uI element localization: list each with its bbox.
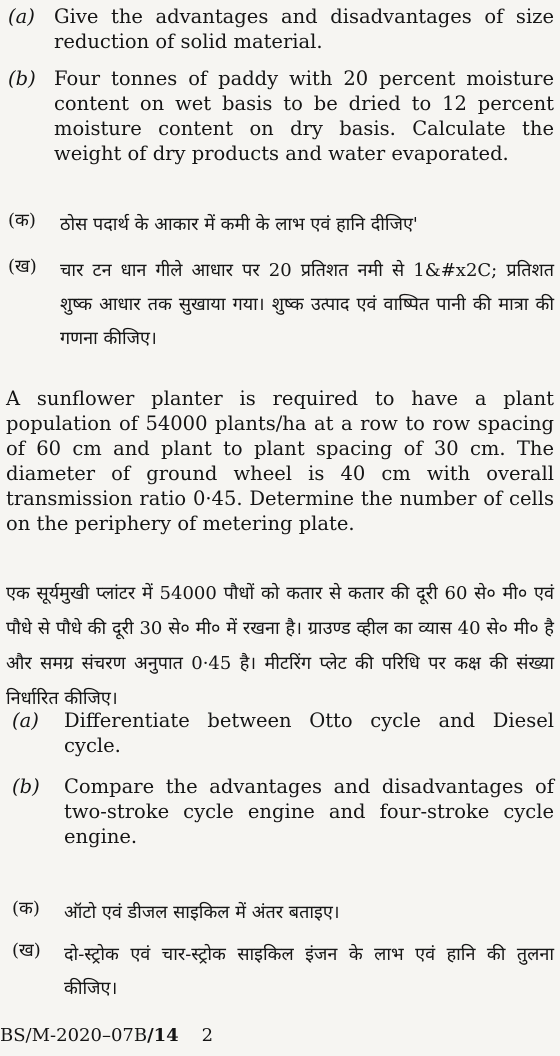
q3-ka-text: ऑटो एवं डीजल साइकिल में अंतर बताइए।: [64, 902, 340, 923]
q3-part-b: [12, 774, 554, 849]
q1-part-a: [8, 4, 554, 54]
footer-separator: /: [147, 1025, 154, 1046]
q2-english-text: A sunflower planter is required to have a plant population of 54000 plants/ha at a row to row spacing of 60 cm and plant to plant spacing of 30 cm. The diameter of ground wheel is 40 cm with overall transmission ratio 0·45. Determine the number of cells on the periphery of metering plate.: [6, 387, 554, 535]
q3-kha-label: (ख): [12, 940, 41, 961]
q1-part-ka: [8, 208, 554, 242]
q3-kha-text: दो-स्ट्रोक एवं चार-स्ट्रोक साइकिल इंजन के लाभ एवं हानि की तुलना कीजिए।: [64, 944, 554, 999]
q3-part-kha: [12, 938, 554, 1006]
q3-b-text: Compare the advantages and disadvantages of two-stroke cycle engine and four-stroke cycle engine.: [64, 775, 554, 848]
q3-part-a: [12, 708, 554, 758]
q1-a-text: Give the advantages and disadvantages of size reduction of solid material.: [54, 5, 554, 53]
q3-ka-label: (क): [12, 898, 40, 919]
page-footer: [0, 1024, 213, 1048]
q3-a-label: (a): [12, 709, 39, 732]
q1-ka-text: ठोस पदार्थ के आकार में कमी के लाभ एवं हानि दीजिए': [60, 214, 418, 235]
q1-ka-label: (क): [8, 210, 36, 231]
q3-a-text: Differentiate between Otto cycle and Diesel cycle.: [64, 709, 554, 757]
q1-kha-label: (ख): [8, 256, 37, 277]
paper-code: BS/M-2020–07B: [0, 1025, 148, 1046]
paper-page-ref: 14: [153, 1025, 179, 1046]
page-number: 2: [201, 1025, 214, 1046]
q3-b-label: (b): [12, 775, 40, 798]
q1-b-label: (b): [8, 67, 36, 90]
q2-hindi-text: एक सूर्यमुखी प्लांटर में 54000 पौधों को कतार से कतार की दूरी 60 से० मी० एवं पौधे से पौधे की दूरी 30 से० मी० में रखना है। ग्राउण्ड व्हील का व्यास 40 से० मी० है और समग्र संचरण अनुपात 0·45 है। मीटरिंग प्लेट की परिधि पर कक्ष की संख्या निर्धारित कीजिए।: [6, 583, 554, 709]
q1-b-text: Four tonnes of paddy with 20 percent moisture content on wet basis to be dried to 12 percent moisture content on dry basis. Calculate the weight of dry products and water evaporated.: [54, 67, 554, 165]
q1-a-label: (a): [8, 5, 35, 28]
q1-part-kha: [8, 254, 554, 356]
q1-kha-text: चार टन धान गीले आधार पर 20 प्रतिशत नमी से 1&#x2C; प्रतिशत शुष्क आधार तक सुखाया गया। शुष्क उत्पाद एवं वाष्पित पानी की मात्रा की गणना कीजिए।: [60, 260, 554, 349]
q1-part-b: [8, 66, 554, 166]
q3-part-ka: [12, 896, 554, 930]
